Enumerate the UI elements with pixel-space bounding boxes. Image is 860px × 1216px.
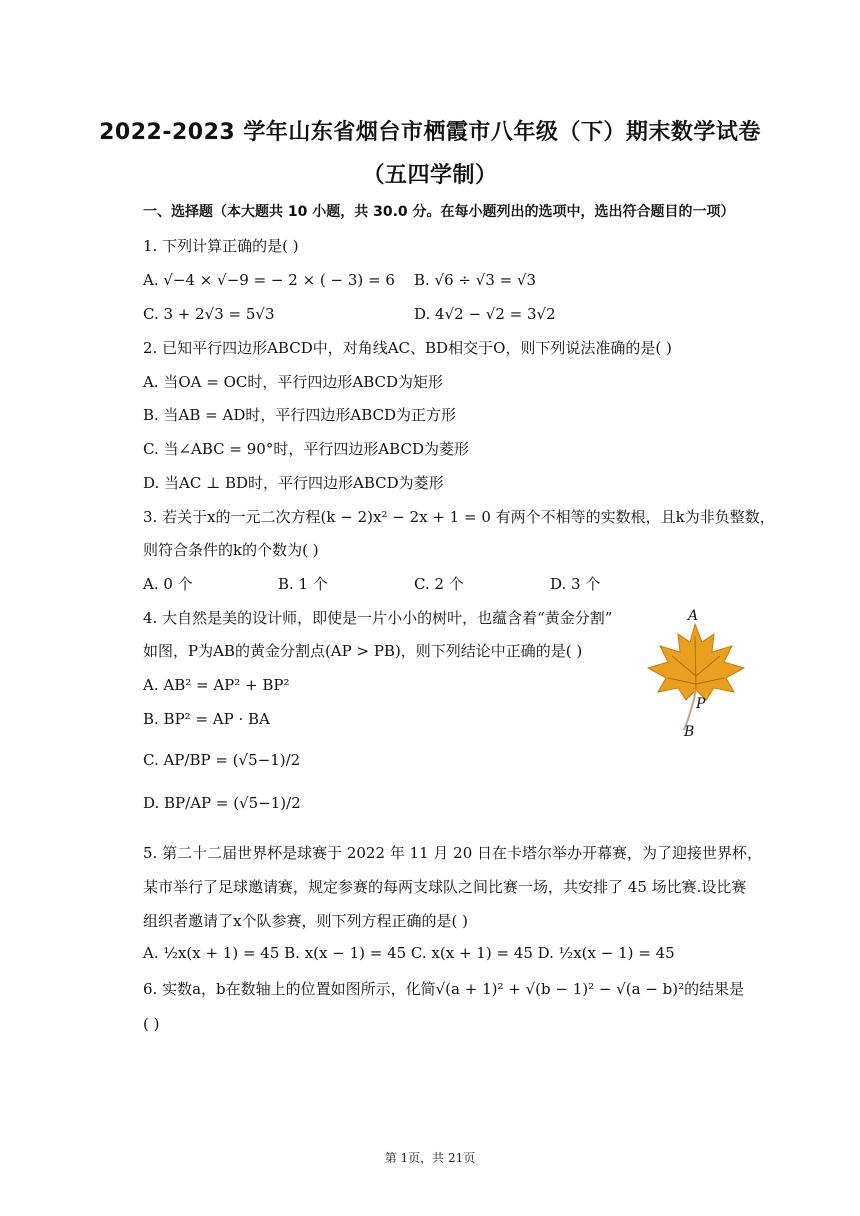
q6-stem-line1: 6. 实数a，b在数轴上的位置如图所示，化简√(a + 1)² + √(b − 1)² − √(a − b)²的结果是 [143,980,745,998]
q2-option-d: D. 当AC ⊥ BD时，平行四边形ABCD为菱形 [143,474,444,492]
q2-option-c: C. 当∠ABC = 90°时，平行四边形ABCD为菱形 [143,440,469,458]
point-a-label: A [688,608,699,624]
maple-leaf-icon [640,606,750,746]
q1-option-c: C. 3 + 2√3 = 5√3 [143,305,275,323]
maple-leaf-figure [640,606,750,746]
q4-option-d: D. BP/AP = (√5−1)/2 [143,794,301,812]
q4-option-a: A. AB² = AP² + BP² [143,676,290,694]
q4-option-c: C. AP/BP = (√5−1)/2 [143,751,301,769]
q6-stem-line2: ( ) [143,1015,160,1033]
page-title-line2: （五四学制） [362,163,498,188]
q1-option-b: B. √6 ÷ √3 = √3 [414,271,537,289]
q5-stem-line1: 5. 第二十二届世界杯是球赛于 2022 年 11 月 20 日在卡塔尔举办开幕赛，为了迎接世界杯， [143,844,763,862]
q3-stem-line1: 3. 若关于x的一元二次方程(k − 2)x² − 2x + 1 = 0 有两个不相等的实数根，且k为非负整数， [143,508,775,526]
q1-option-d: D. 4√2 − √2 = 3√2 [414,305,556,323]
q2-stem: 2. 已知平行四边形ABCD中，对角线AC、BD相交于O，则下列说法准确的是( ) [143,339,672,357]
q5-stem-line2: 某市举行了足球邀请赛，规定参赛的每两支球队之间比赛一场，共安排了 45 场比赛.设比赛 [143,878,747,896]
section-heading: 一、选择题（本大题共 10 小题，共 30.0 分。在每小题列出的选项中，选出符合题目的一项） [143,204,735,220]
page-title-line1: 2022-2023 学年山东省烟台市栖霞市八年级（下）期末数学试卷 [99,120,761,145]
q5-options: A. ½x(x + 1) = 45 B. x(x − 1) = 45 C. x(x + 1) = 45 D. ½x(x − 1) = 45 [143,944,675,962]
q3-option-c: C. 2 个 [414,575,464,593]
q3-stem-line2: 则符合条件的k的个数为( ) [143,541,319,559]
point-b-label: B [684,724,695,740]
q3-option-b: B. 1 个 [278,575,328,593]
q5-stem-line3: 组织者邀请了x个队参赛，则下列方程正确的是( ) [143,912,468,930]
q2-option-a: A. 当OA = OC时，平行四边形ABCD为矩形 [143,373,444,391]
q1-option-a: A. √−4 × √−9 = − 2 × ( − 3) = 6 [143,271,395,289]
q4-stem-line1: 4. 大自然是美的设计师，即使是一片小小的树叶，也蕴含着“黄金分割” [143,609,613,627]
q3-option-d: D. 3 个 [550,575,601,593]
q4-stem-line2: 如图，P为AB的黄金分割点(AP > PB)，则下列结论中正确的是( ) [143,642,583,660]
q1-stem: 1. 下列计算正确的是( ) [143,237,299,255]
point-p-label: P [696,696,706,712]
q4-option-b: B. BP² = AP · BA [143,710,270,728]
q2-option-b: B. 当AB = AD时，平行四边形ABCD为正方形 [143,406,457,424]
q3-option-a: A. 0 个 [143,575,193,593]
page-footer: 第 1页，共 21页 [384,1151,476,1165]
